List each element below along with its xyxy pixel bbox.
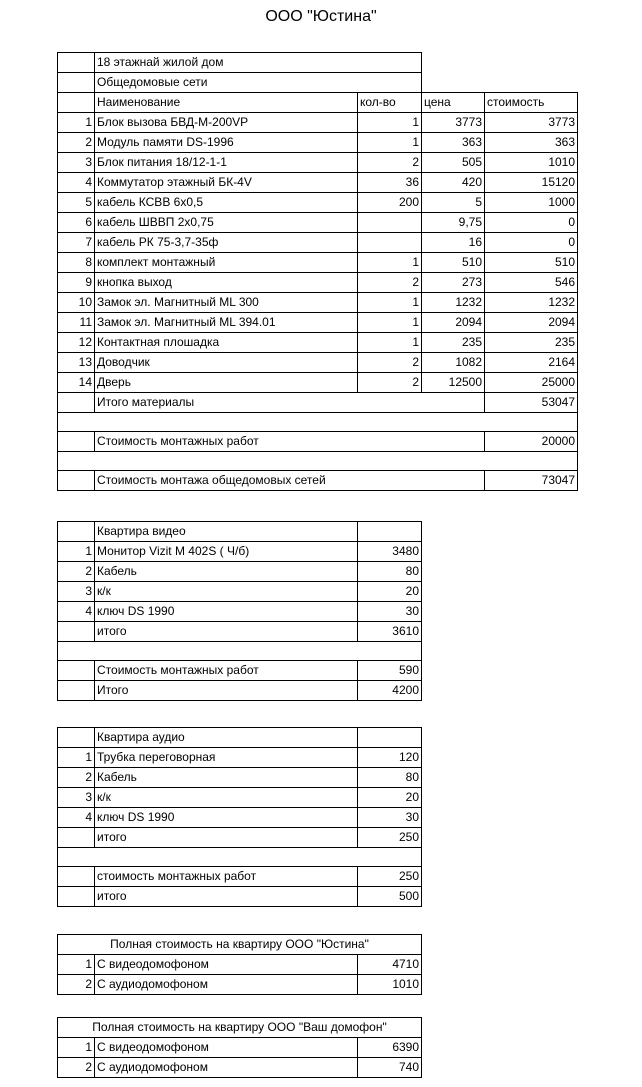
table-row: [58, 748, 422, 768]
subtotal: [58, 828, 422, 848]
item-cost: 2164: [485, 353, 578, 373]
row-number: 1: [58, 542, 95, 562]
installation-cost-value: 20000: [485, 432, 578, 452]
item-qty: 2: [358, 153, 422, 173]
empty-cell: [58, 432, 95, 452]
justina-full-cost-table: [57, 934, 422, 995]
item-value: 120: [358, 748, 422, 768]
item-qty: 1: [358, 253, 422, 273]
item-qty: 2: [358, 353, 422, 373]
table-title-row: [58, 522, 422, 542]
installation-cost-label: Стоимость монтажных работ: [95, 432, 485, 452]
total-value: 500: [358, 887, 422, 907]
item-price: 9,75: [422, 213, 485, 233]
row-number: 6: [58, 213, 95, 233]
item-name: Замок эл. Магнитный ML 394.01: [95, 313, 358, 333]
item-cost: 0: [485, 233, 578, 253]
row-number: 1: [58, 1038, 95, 1058]
table-row: [58, 113, 578, 133]
item-price: 12500: [422, 373, 485, 393]
item-qty: 1: [358, 113, 422, 133]
empty-cell: [58, 828, 95, 848]
justina-title: Полная стоимость на квартиру ООО "Юстина": [58, 935, 422, 955]
total: [58, 887, 422, 907]
row-number: 5: [58, 193, 95, 213]
empty-cell: [58, 413, 578, 432]
item-name: Доводчик: [95, 353, 358, 373]
installation-cost-value: 590: [358, 661, 422, 681]
row-number: 3: [58, 582, 95, 602]
item-name: Кабель: [95, 768, 358, 788]
table-title-row: [58, 1018, 422, 1038]
building-network-table: [57, 52, 578, 491]
row-number: 14: [58, 373, 95, 393]
item-qty: 2: [358, 373, 422, 393]
option-name: С видеодомофоном: [95, 955, 358, 975]
option-name: С видеодомофоном: [95, 1038, 358, 1058]
item-cost: 1010: [485, 153, 578, 173]
grand-total: [58, 471, 578, 491]
item-name: Монитор Vizit M 402S ( Ч/б): [95, 542, 358, 562]
empty-cell: [58, 848, 422, 867]
empty-cell: [58, 471, 95, 491]
materials-total-label: Итого материалы: [95, 393, 485, 413]
item-name: Трубка переговорная: [95, 748, 358, 768]
item-name: Блок питания 18/12-1-1: [95, 153, 358, 173]
item-qty: 1: [358, 333, 422, 353]
empty-cell: [58, 393, 95, 413]
row-number: 2: [58, 1058, 95, 1078]
row-number: 11: [58, 313, 95, 333]
item-qty: 200: [358, 193, 422, 213]
installation-cost-value: 250: [358, 867, 422, 887]
page-title: ООО "Юстина": [265, 8, 377, 25]
item-cost: 235: [485, 333, 578, 353]
apartment-video-table: [57, 521, 422, 701]
item-value: 20: [358, 582, 422, 602]
subtotal-value: 250: [358, 828, 422, 848]
item-name: Коммутатор этажный БК-4V: [95, 173, 358, 193]
empty-cell: [58, 681, 95, 701]
header-cost: стоимость: [485, 93, 578, 113]
subtotal-label: итого: [95, 622, 358, 642]
blank-row: [58, 848, 422, 867]
blank-row: [58, 413, 578, 432]
row-number: 12: [58, 333, 95, 353]
table-row: [58, 133, 578, 153]
materials-total-value: 53047: [485, 393, 578, 413]
row-number: 3: [58, 153, 95, 173]
video-title: Квартира видео: [95, 522, 358, 542]
item-name: кабель ШВВП 2х0,75: [95, 213, 358, 233]
option-price: 1010: [358, 975, 422, 995]
item-name: Замок эл. Магнитный ML 300: [95, 293, 358, 313]
materials-total: [58, 393, 578, 413]
table-row: [58, 955, 422, 975]
item-price: 1232: [422, 293, 485, 313]
item-cost: 25000: [485, 373, 578, 393]
option-name: С аудиодомофоном: [95, 1058, 358, 1078]
item-price: 420: [422, 173, 485, 193]
option-price: 740: [358, 1058, 422, 1078]
installation-cost: [58, 867, 422, 887]
vash-domofon-title: Полная стоимость на квартиру ООО "Ваш домофон": [58, 1018, 422, 1038]
option-price: 4710: [358, 955, 422, 975]
item-cost: 510: [485, 253, 578, 273]
item-name: ключ DS 1990: [95, 808, 358, 828]
item-qty: 1: [358, 133, 422, 153]
installation-cost: [58, 432, 578, 452]
table-row: [58, 788, 422, 808]
row-number: 13: [58, 353, 95, 373]
empty-cell: [58, 622, 95, 642]
item-name: Модуль памяти DS-1996: [95, 133, 358, 153]
empty-cell: [58, 887, 95, 907]
item-name: кабель РК 75-3,7-35ф: [95, 233, 358, 253]
subtotal-value: 3610: [358, 622, 422, 642]
table-row: [58, 273, 578, 293]
row-number: 2: [58, 133, 95, 153]
item-price: 273: [422, 273, 485, 293]
table-row: [58, 173, 578, 193]
item-cost: 15120: [485, 173, 578, 193]
option-name: С аудиодомофоном: [95, 975, 358, 995]
section-title: Общедомовые сети: [95, 73, 422, 93]
total: [58, 681, 422, 701]
row-number: 1: [58, 748, 95, 768]
item-value: 30: [358, 808, 422, 828]
subtotal-label: итого: [95, 828, 358, 848]
row-number: 3: [58, 788, 95, 808]
apartment-audio-table: [57, 727, 422, 907]
table-title-row: [58, 53, 578, 73]
table-title-row: [58, 728, 422, 748]
item-name: Блок вызова БВД-М-200VP: [95, 113, 358, 133]
table-row: [58, 333, 578, 353]
table-row: [58, 313, 578, 333]
row-number: 2: [58, 768, 95, 788]
header-name: Наименование: [95, 93, 358, 113]
table-row: [58, 808, 422, 828]
grand-total-value: 73047: [485, 471, 578, 491]
item-price: 3773: [422, 113, 485, 133]
row-number: 9: [58, 273, 95, 293]
item-cost: 363: [485, 133, 578, 153]
item-price: 5: [422, 193, 485, 213]
item-qty: 1: [358, 293, 422, 313]
item-name: к/к: [95, 582, 358, 602]
item-price: 505: [422, 153, 485, 173]
item-name: к/к: [95, 788, 358, 808]
empty-cell: [58, 452, 578, 471]
table-row: [58, 293, 578, 313]
row-number: 1: [58, 113, 95, 133]
item-name: Кабель: [95, 562, 358, 582]
item-name: Контактная плошадка: [95, 333, 358, 353]
row-number: 4: [58, 173, 95, 193]
table-row: [58, 542, 422, 562]
total-label: итого: [95, 887, 358, 907]
item-value: 20: [358, 788, 422, 808]
header-qty: кол-во: [358, 93, 422, 113]
table-row: [58, 1058, 422, 1078]
item-price: 16: [422, 233, 485, 253]
item-name: Дверь: [95, 373, 358, 393]
table-row: [58, 768, 422, 788]
row-number: 10: [58, 293, 95, 313]
installation-cost-label: стоимость монтажных работ: [95, 867, 358, 887]
item-name: ключ DS 1990: [95, 602, 358, 622]
table-row: [58, 353, 578, 373]
item-cost: 0: [485, 213, 578, 233]
table-row: [58, 1038, 422, 1058]
row-number: 4: [58, 602, 95, 622]
item-price: 235: [422, 333, 485, 353]
option-price: 6390: [358, 1038, 422, 1058]
item-qty: [358, 213, 422, 233]
item-price: 363: [422, 133, 485, 153]
table-row: [58, 562, 422, 582]
row-number: 8: [58, 253, 95, 273]
item-qty: 1: [358, 313, 422, 333]
row-number: 2: [58, 562, 95, 582]
table-row: [58, 582, 422, 602]
vash-domofon-full-cost-table: [57, 1017, 422, 1078]
table-title-row: [58, 935, 422, 955]
item-name: кабель КСВВ 6х0,5: [95, 193, 358, 213]
item-price: 1082: [422, 353, 485, 373]
grand-total-label: Стоимость монтажа общедомовых сетей: [95, 471, 485, 491]
item-cost: 2094: [485, 313, 578, 333]
item-value: 80: [358, 768, 422, 788]
item-price: 510: [422, 253, 485, 273]
table-row: [58, 213, 578, 233]
item-qty: [358, 233, 422, 253]
table-row: [58, 233, 578, 253]
table-subtitle-row: [58, 73, 578, 93]
header-price: цена: [422, 93, 485, 113]
item-value: 80: [358, 562, 422, 582]
total-value: 4200: [358, 681, 422, 701]
item-cost: 3773: [485, 113, 578, 133]
row-number: 7: [58, 233, 95, 253]
item-name: кнопка выход: [95, 273, 358, 293]
item-qty: 36: [358, 173, 422, 193]
blank-row: [58, 642, 422, 661]
row-number: 4: [58, 808, 95, 828]
blank-row: [58, 452, 578, 471]
installation-cost: [58, 661, 422, 681]
item-qty: 2: [358, 273, 422, 293]
total-label: Итого: [95, 681, 358, 701]
item-cost: 546: [485, 273, 578, 293]
table-row: [58, 153, 578, 173]
table-row: [58, 373, 578, 393]
item-name: комплект монтажный: [95, 253, 358, 273]
row-number: 1: [58, 955, 95, 975]
installation-cost-label: Стоимость монтажных работ: [95, 661, 358, 681]
empty-cell: [58, 642, 422, 661]
building-title: 18 этажнай жилой дом: [95, 53, 422, 73]
subtotal: [58, 622, 422, 642]
item-cost: 1232: [485, 293, 578, 313]
table-row: [58, 253, 578, 273]
audio-title: Квартира аудио: [95, 728, 358, 748]
header-row: [58, 93, 578, 113]
row-number: 2: [58, 975, 95, 995]
item-cost: 1000: [485, 193, 578, 213]
table-row: [58, 193, 578, 213]
item-value: 30: [358, 602, 422, 622]
item-value: 3480: [358, 542, 422, 562]
empty-cell: [58, 661, 95, 681]
empty-cell: [58, 867, 95, 887]
table-row: [58, 975, 422, 995]
table-row: [58, 602, 422, 622]
item-price: 2094: [422, 313, 485, 333]
